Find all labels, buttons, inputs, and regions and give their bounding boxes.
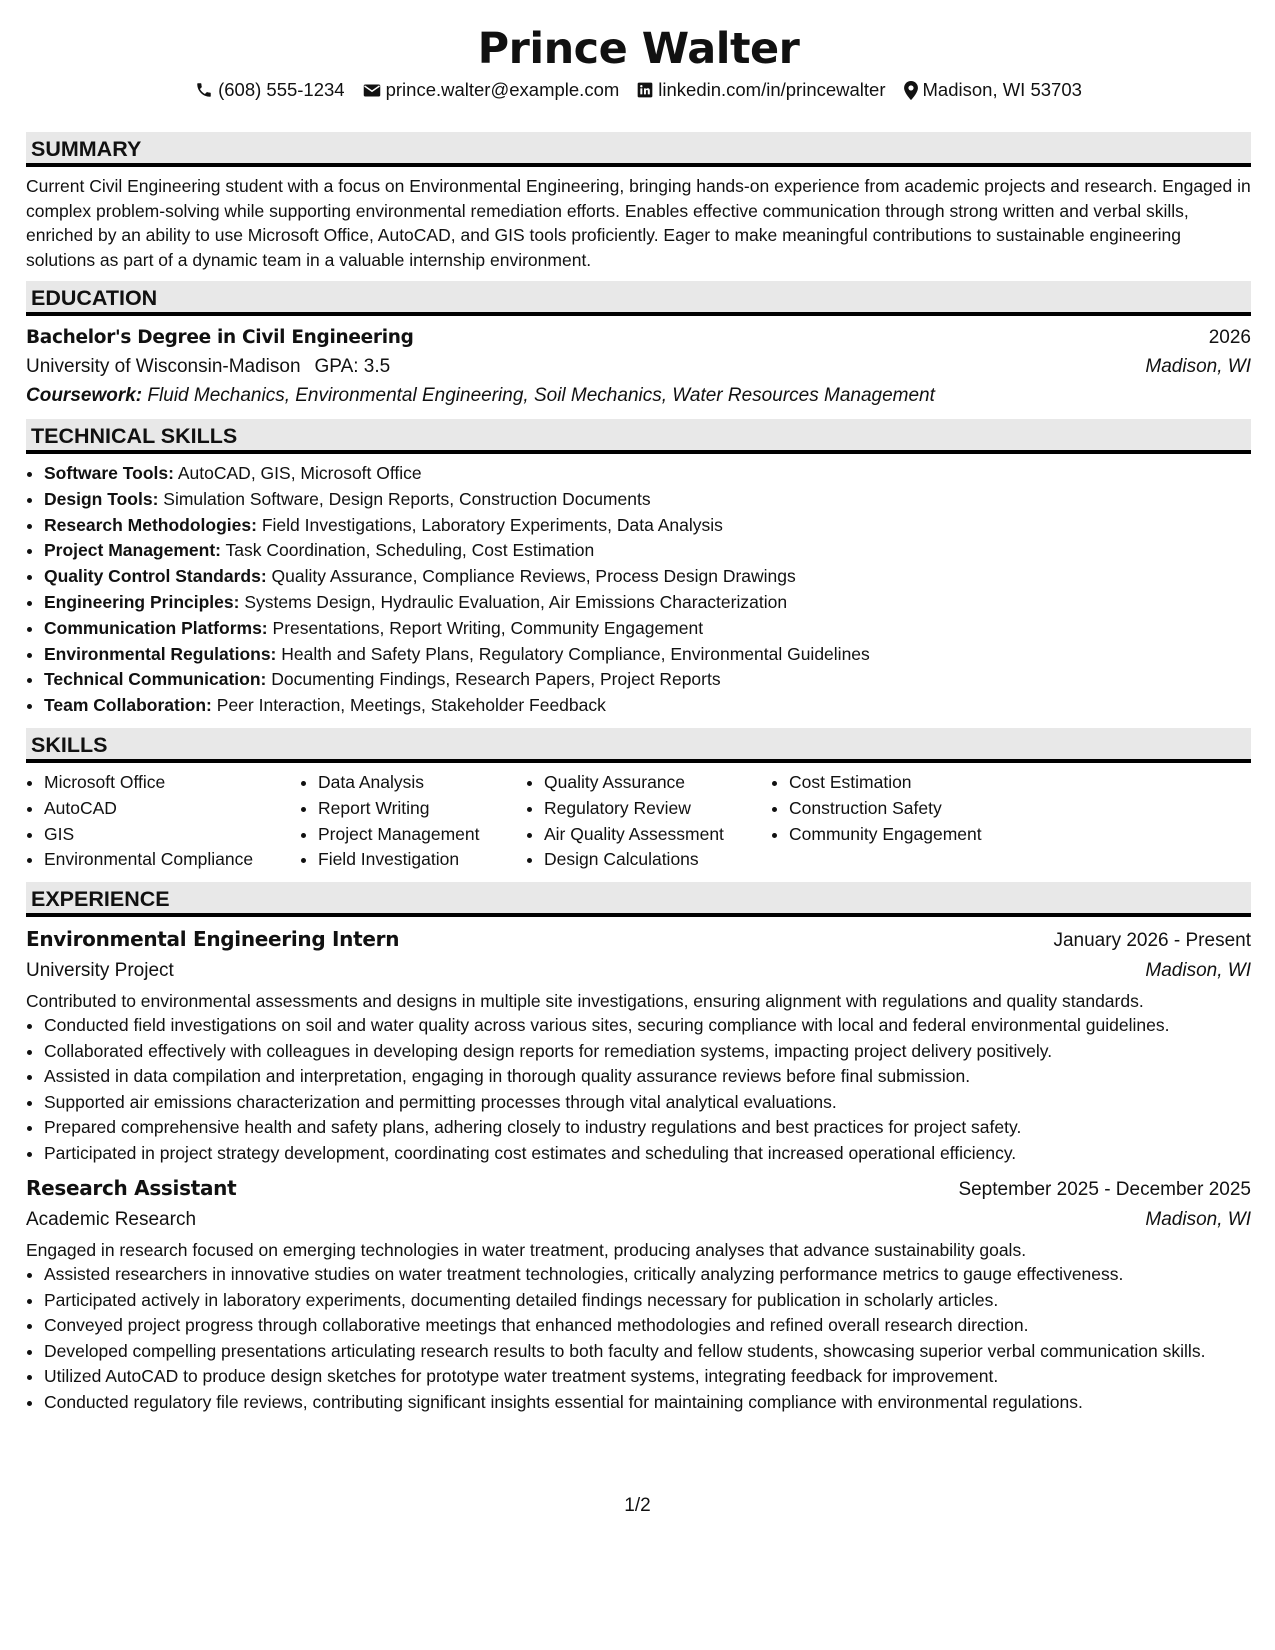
skills-column-1	[26, 770, 300, 873]
graduation-year: 2026	[1208, 327, 1251, 348]
list-item: • Quality Assurance	[544, 770, 771, 796]
gpa: GPA: 3.5	[314, 356, 391, 377]
job-entry	[26, 1173, 1251, 1414]
skills-heading: SKILLS	[26, 728, 1251, 763]
list-item: • Team Collaboration: Peer Interaction, Meetings, Stakeholder Feedback	[44, 693, 1251, 719]
contact-phone	[195, 78, 345, 102]
list-item: • Design Tools: Simulation Software, Design Reports, Construction Documents	[44, 487, 1251, 513]
experience-section	[26, 882, 1251, 1414]
job-dates: September 2025 - December 2025	[958, 1179, 1251, 1201]
contact-bar	[26, 78, 1251, 102]
degree-row	[26, 323, 1251, 352]
list-item: • Microsoft Office	[44, 770, 300, 796]
coursework-label: Coursework:	[26, 385, 143, 406]
experience-heading: EXPERIENCE	[26, 882, 1251, 917]
list-item: • Environmental Compliance	[44, 847, 300, 873]
list-item: • Engineering Principles: Systems Design, Hydraulic Evaluation, Air Emissions Characterization	[44, 590, 1251, 616]
school-name: University of Wisconsin-Madison	[26, 356, 301, 377]
job-location: Madison, WI	[1145, 960, 1251, 982]
location-text: Madison, WI 53703	[922, 79, 1082, 100]
job-location: Madison, WI	[1145, 1209, 1251, 1231]
list-item: • Communication Platforms: Presentations, Report Writing, Community Engagement	[44, 616, 1251, 642]
degree-title: Bachelor's Degree in Civil Engineering	[26, 327, 414, 348]
list-item: • Assisted in data compilation and interpretation, engaging in thorough quality assurance reviews before final submission.	[44, 1065, 1251, 1089]
list-item: • Assisted researchers in innovative studies on water treatment technologies, critically analyzing performance metrics to gauge effectiveness.	[44, 1263, 1251, 1287]
list-item: • Conveyed project progress through collaborative meetings that enhanced methodologies and refined overall research direction.	[44, 1314, 1251, 1338]
list-item: • Community Engagement	[789, 822, 1049, 848]
job-bullets	[26, 1263, 1251, 1414]
list-item: • GIS	[44, 822, 300, 848]
contact-linkedin[interactable]	[637, 78, 885, 102]
linkedin-link[interactable]: linkedin.com/in/princewalter	[658, 79, 886, 100]
candidate-name: Prince Walter	[477, 24, 800, 74]
email-link[interactable]: prince.walter@example.com	[385, 79, 620, 100]
summary-text: Current Civil Engineering student with a focus on Environmental Engineering, bringing hands-on experience from academic projects and research. Engaged in complex problem-solving while supporting environmental remediation efforts. Enables effective communication through strong written and verbal skills, enriched by an ability to use Microsoft Office, AutoCAD, and GIS tools proficiently. Eager to make meaningful contributions to sustainable engineering solutions as part of a dynamic team in a valuable internship environment.	[26, 176, 1251, 270]
job-title: Environmental Engineering Intern	[26, 927, 400, 952]
list-item: • Project Management	[318, 822, 526, 848]
phone-icon	[195, 81, 213, 99]
job-entry	[26, 924, 1251, 1165]
list-item: • Field Investigation	[318, 847, 526, 873]
list-item: • Utilized AutoCAD to produce design sketches for prototype water treatment systems, integrating feedback for improvement.	[44, 1365, 1251, 1389]
contact-location	[904, 78, 1082, 102]
list-item: • Participated in project strategy development, coordinating cost estimates and scheduling that increased operational efficiency.	[44, 1142, 1251, 1166]
list-item: • Report Writing	[318, 796, 526, 822]
skills-grid	[26, 770, 1251, 873]
list-item: • Regulatory Review	[544, 796, 771, 822]
job-summary: Engaged in research focused on emerging technologies in water treatment, producing analyses that advance sustainability goals.	[26, 1240, 1027, 1261]
list-item: • Air Quality Assessment	[544, 822, 771, 848]
resume-page	[26, 22, 1251, 1416]
skills-column-2	[300, 770, 526, 873]
list-item: • Prepared comprehensive health and safety plans, adhering closely to industry regulations and best practices for project safety.	[44, 1116, 1251, 1140]
school-location: Madison, WI	[1145, 356, 1251, 377]
map-marker-icon	[904, 81, 918, 100]
technical-skills-list	[26, 461, 1251, 719]
list-item: • Conducted regulatory file reviews, contributing significant insights essential for maintaining compliance with environmental regulations.	[44, 1391, 1251, 1415]
technical-skills-heading: TECHNICAL SKILLS	[26, 419, 1251, 454]
summary-section	[26, 132, 1251, 272]
coursework-line	[26, 381, 1251, 410]
school-line	[26, 352, 390, 381]
list-item: • Environmental Regulations: Health and Safety Plans, Regulatory Compliance, Environmental Guidelines	[44, 642, 1251, 668]
list-item: • Participated actively in laboratory experiments, documenting detailed findings necessary for publication in scholarly articles.	[44, 1289, 1251, 1313]
education-heading: EDUCATION	[26, 281, 1251, 316]
list-item: • Collaborated effectively with colleagues in developing design reports for remediation systems, impacting project delivery positively.	[44, 1040, 1251, 1064]
list-item: • Software Tools: AutoCAD, GIS, Microsoft Office	[44, 461, 1251, 487]
list-item: • Data Analysis	[318, 770, 526, 796]
job-organization: University Project	[26, 960, 174, 982]
list-item: • Developed compelling presentations articulating research results to both faculty and fellow students, showcasing superior verbal communication skills.	[44, 1340, 1251, 1364]
list-item: • Construction Safety	[789, 796, 1049, 822]
list-item: • Cost Estimation	[789, 770, 1049, 796]
list-item: • Research Methodologies: Field Investigations, Laboratory Experiments, Data Analysis	[44, 513, 1251, 539]
skills-section	[26, 728, 1251, 873]
technical-skills-section	[26, 419, 1251, 719]
list-item: • Quality Control Standards: Quality Assurance, Compliance Reviews, Process Design Drawings	[44, 564, 1251, 590]
job-title: Research Assistant	[26, 1176, 237, 1201]
school-row	[26, 352, 1251, 381]
summary-heading: SUMMARY	[26, 132, 1251, 167]
skills-column-4	[771, 770, 1049, 873]
job-bullets	[26, 1014, 1251, 1165]
list-item: • Project Management: Task Coordination, Scheduling, Cost Estimation	[44, 538, 1251, 564]
linkedin-icon	[637, 82, 653, 98]
list-item: • AutoCAD	[44, 796, 300, 822]
list-item: • Design Calculations	[544, 847, 771, 873]
list-item: • Technical Communication: Documenting Findings, Research Papers, Project Reports	[44, 667, 1251, 693]
contact-email[interactable]	[363, 78, 620, 102]
job-summary: Contributed to environmental assessments and designs in multiple site investigations, ensuring alignment with regulations and quality standards.	[26, 991, 1144, 1012]
list-item: • Supported air emissions characterization and permitting processes through vital analytical evaluations.	[44, 1091, 1251, 1115]
phone-text: (608) 555-1234	[218, 79, 345, 100]
job-dates: January 2026 - Present	[1053, 930, 1251, 952]
education-section	[26, 281, 1251, 410]
skills-column-3	[526, 770, 771, 873]
job-organization: Academic Research	[26, 1209, 197, 1231]
coursework-list: Fluid Mechanics, Environmental Engineering, Soil Mechanics, Water Resources Management	[147, 385, 935, 406]
page-number: 1/2	[624, 1495, 651, 1516]
list-item: • Conducted field investigations on soil and water quality across various sites, securing compliance with local and federal environmental guidelines.	[44, 1014, 1251, 1038]
envelope-icon	[363, 83, 381, 98]
